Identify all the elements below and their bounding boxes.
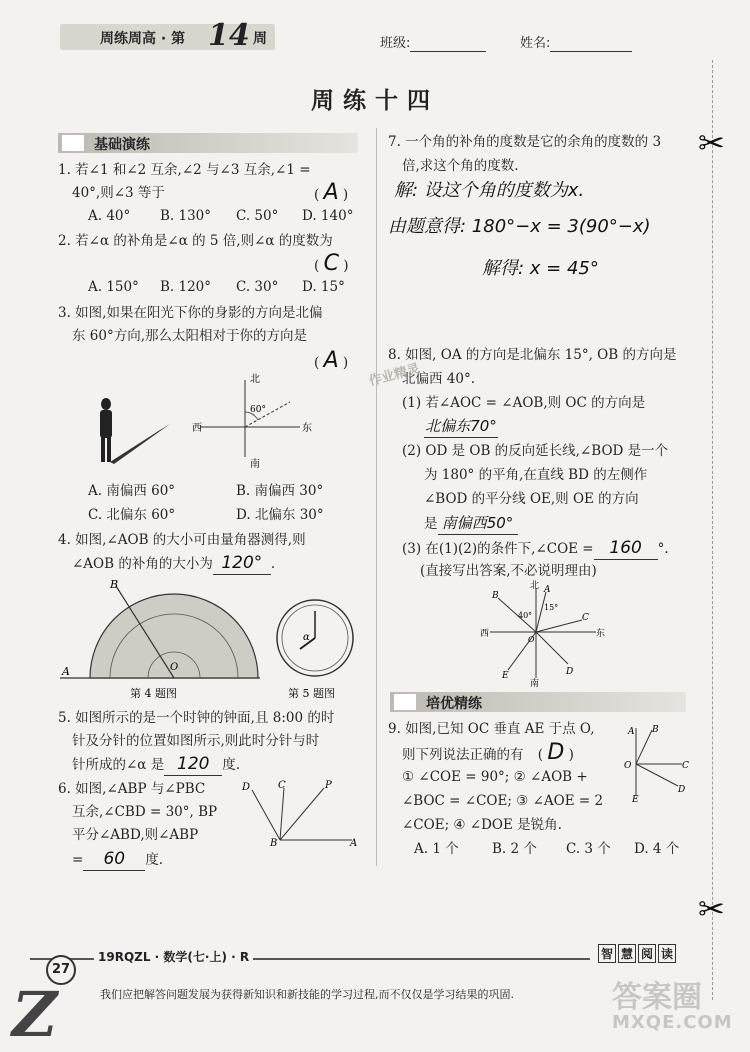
fig-east: 东: [596, 629, 606, 639]
label-a: A: [628, 727, 635, 737]
q1-line2: 40°,则∠3 等于: [72, 185, 165, 201]
page-number: 27: [46, 955, 76, 985]
q6-line4-post: 度.: [145, 852, 164, 868]
q8-part2-line2: 为 180° 的平角,在直线 BD 的左侧作: [424, 467, 648, 483]
brand-char: 读: [658, 944, 676, 963]
label-alpha: α: [303, 632, 310, 643]
q1-option-a: A. 40°: [88, 208, 131, 224]
scissors-icon: ✂: [698, 890, 725, 928]
brand-char: 阅: [638, 944, 656, 963]
q6-line2: 互余,∠CBD = 30°, BP: [72, 804, 218, 820]
q8-part3-pre: (3) 在(1)(2)的条件下,∠COE =: [402, 541, 594, 557]
q8-line1: 8. 如图, OA 的方向是北偏东 15°, OB 的方向是: [388, 347, 677, 363]
ray-oa: [536, 592, 546, 632]
label-p: P: [325, 780, 332, 791]
label-a: A: [350, 838, 358, 849]
week-suffix: 周: [253, 31, 267, 47]
fig-south: 南: [250, 459, 260, 470]
label-a: A: [544, 585, 551, 595]
q7-solution-1: 解: 设这个角的度数为x.: [394, 180, 585, 201]
name-label: 姓名:: [520, 36, 551, 51]
q7-line1: 7. 一个角的补角的度数是它的余角的度数的 3: [388, 134, 662, 150]
label-o: O: [528, 635, 535, 644]
section-basic-label: 基础演练: [94, 137, 150, 153]
week-tab: [60, 18, 275, 53]
fig-angle: 60°: [250, 405, 266, 415]
fig-east: 东: [302, 423, 312, 434]
label-a: A: [62, 665, 70, 678]
q8-part2-line4-pre: 是: [424, 516, 438, 532]
q5-line2: 针及分针的位置如图所示,则此时分针与时: [72, 733, 320, 749]
q6-figure: [232, 778, 362, 848]
q9-option-a: A. 1 个: [414, 841, 459, 857]
person-figure: [100, 398, 112, 462]
q9-line2: [402, 742, 574, 766]
q7-line2: 倍,求这个角的度数.: [402, 158, 519, 174]
label-d: D: [678, 785, 686, 795]
shadow: [110, 424, 170, 464]
name-field: [520, 32, 632, 52]
q2-line1: 2. 若∠α 的补角是∠α 的 5 倍,则∠α 的度数为: [58, 233, 333, 249]
q4-line1: 4. 如图,∠AOB 的大小可由量角器测得,则: [58, 532, 306, 548]
column-divider: [376, 128, 377, 866]
section-badge: [394, 694, 416, 710]
q8-note: (直接写出答案,不必说明理由): [420, 563, 597, 579]
label-c: C: [682, 761, 689, 771]
footer-quote: 我们应把解答问题发展为获得新知识和新技能的学习过程,而不仅仅是学习结果的巩固.: [100, 988, 514, 1001]
q1-answer[interactable]: ( A ): [314, 180, 349, 205]
label-c: C: [278, 780, 286, 791]
label-e: E: [502, 671, 509, 681]
q8-part1-answer[interactable]: 北偏东70°: [424, 415, 498, 438]
q6-line4: [72, 848, 163, 871]
q6-line3: 平分∠ABD,则∠ABP: [72, 827, 199, 843]
q2-answer[interactable]: ( C ): [314, 251, 349, 276]
q1-option-d: D. 140°: [302, 208, 354, 224]
q8-part2-line4: [424, 512, 518, 535]
q8-part3: [402, 537, 669, 560]
ray-bc: [280, 788, 284, 840]
q7-solution-3: 解得: x = 45°: [482, 258, 599, 279]
q5-line3: [72, 753, 240, 776]
q7-solution-2: 由题意得: 180°−x = 3(90°−x): [388, 216, 651, 237]
q3-option-a: A. 南偏西 60°: [88, 483, 176, 499]
q8-part1: (1) 若∠AOC = ∠AOB,则 OC 的方向是: [402, 395, 646, 411]
fig-angle-40: 40°: [518, 611, 533, 620]
q8-line2: 北偏西 40°.: [402, 371, 476, 387]
q9-option-d: D. 4 个: [634, 841, 680, 857]
brand-label: [598, 944, 676, 963]
q9-line3: ① ∠COE = 90°; ② ∠AOB +: [402, 769, 588, 785]
label-e: E: [632, 795, 639, 805]
q3-line2: 东 60°方向,那么太阳相对于你的方向是: [72, 328, 308, 344]
label-d: D: [242, 782, 251, 793]
q3-answer-text: A: [323, 348, 339, 373]
q9-figure: [622, 722, 692, 804]
fig-north: 北: [250, 374, 260, 385]
label-b: B: [652, 725, 659, 735]
q8-part2-line3: ∠BOD 的平分线 OE,则 OE 的方向: [424, 491, 639, 507]
q8-part3-answer[interactable]: 160: [594, 537, 658, 560]
page-title: 周练十四: [311, 88, 439, 114]
q9-answer[interactable]: ( D ): [537, 740, 574, 765]
q4-q5-figures: [60, 578, 360, 704]
q1-answer-text: A: [323, 180, 339, 205]
label-o: O: [624, 761, 632, 771]
q3-option-b: B. 南偏西 30°: [236, 483, 324, 499]
week-tab-text: 周练周高 · 第: [100, 31, 186, 47]
q2-option-b: B. 120°: [160, 279, 212, 295]
q1-option-c: C. 50°: [236, 208, 279, 224]
fig-north: 北: [530, 581, 540, 591]
brand-char: 慧: [618, 944, 636, 963]
q8-part3-post: °.: [657, 541, 669, 557]
q9-line1: 9. 如图,已知 OC 垂直 AE 于点 O,: [388, 721, 595, 737]
q3-line1: 3. 如图,如果在阳光下你的身影的方向是北偏: [58, 305, 323, 321]
fig-west: 西: [480, 629, 490, 639]
ray-od: [536, 632, 568, 664]
q5-line1: 5. 如图所示的是一个时钟的钟面,且 8:00 的时: [58, 710, 335, 726]
ray-oc: [536, 620, 582, 632]
q2-option-a: A. 150°: [88, 279, 139, 295]
section-badge: [62, 135, 84, 151]
fig4-caption: 第 4 题图: [130, 687, 177, 700]
ray-bp: [280, 788, 324, 840]
fig-south: 南: [530, 679, 540, 689]
q3-answer[interactable]: ( A ): [314, 348, 349, 373]
brand-char: 智: [598, 944, 616, 963]
q4-answer[interactable]: 120°: [213, 552, 271, 575]
q8-part1-answer-line: [424, 415, 498, 438]
fig-angle-15: 15°: [544, 603, 559, 612]
ray-ob: [636, 730, 652, 764]
q4-line2: [72, 552, 275, 575]
label-d: D: [566, 667, 574, 677]
section-advanced-label: 培优精练: [426, 696, 482, 712]
book-code: 19RQZL · 数学(七·上) · R: [94, 948, 253, 965]
q3-option-d: D. 北偏东 30°: [236, 507, 324, 523]
label-b: B: [492, 591, 499, 601]
q9-line5: ∠COE; ④ ∠DOE 是锐角.: [402, 817, 562, 833]
q2-option-d: D. 15°: [302, 279, 345, 295]
scissors-icon: ✂: [698, 124, 725, 162]
q8-figure: [478, 581, 608, 689]
class-blank[interactable]: [410, 36, 486, 52]
week-number: 14: [208, 18, 250, 53]
q9-answer-text: D: [547, 740, 565, 765]
q5-line3-pre: 针所成的∠α 是: [72, 757, 165, 773]
q6-answer[interactable]: 60: [83, 848, 145, 871]
q8-part2-line1: (2) OD 是 OB 的反向延长线,∠BOD 是一个: [402, 443, 669, 459]
ray-bd: [252, 790, 280, 840]
cut-line: [712, 60, 713, 1000]
q5-answer[interactable]: 120: [164, 753, 222, 776]
q9-option-c: C. 3 个: [566, 841, 611, 857]
section-advanced: [390, 692, 686, 712]
q6-line1: 6. 如图,∠ABP 与∠PBC: [58, 781, 206, 797]
q3-figure: [90, 372, 350, 472]
class-field: [380, 32, 486, 52]
class-label: 班级:: [380, 36, 411, 51]
z-logo: Z: [12, 978, 58, 1051]
stamp-watermark: 作业精灵: [367, 361, 422, 390]
label-b: B: [270, 838, 278, 849]
label-b: B: [110, 578, 119, 591]
fig5-caption: 第 5 题图: [288, 687, 335, 700]
q1-option-b: B. 130°: [160, 208, 212, 224]
site-watermark: 答案圈: [612, 980, 702, 1015]
ray-od: [636, 764, 678, 786]
q1-line1: 1. 若∠1 和∠2 互余,∠2 与∠3 互余,∠1 =: [58, 162, 311, 178]
site-watermark-url: MXQE.COM: [612, 1012, 733, 1033]
q5-line3-post: 度.: [222, 757, 241, 773]
q9-line4: ∠BOC = ∠COE; ③ ∠AOE = 2: [402, 793, 604, 809]
name-blank[interactable]: [550, 36, 632, 52]
section-basic: [58, 133, 358, 153]
q9-line2-pre: 则下列说法正确的有: [402, 747, 524, 763]
q4-line2-pre: ∠AOB 的补角的大小为: [72, 556, 213, 572]
fig-west: 西: [192, 423, 202, 434]
q2-answer-text: C: [323, 251, 339, 276]
label-c: C: [582, 613, 589, 623]
q8-part2-answer[interactable]: 南偏西50°: [438, 512, 518, 535]
q2-option-c: C. 30°: [236, 279, 279, 295]
q3-option-c: C. 北偏东 60°: [88, 507, 176, 523]
q9-option-b: B. 2 个: [492, 841, 537, 857]
q4-line2-post: .: [270, 556, 276, 572]
label-o: O: [170, 662, 179, 673]
q6-line4-pre: =: [72, 852, 84, 868]
